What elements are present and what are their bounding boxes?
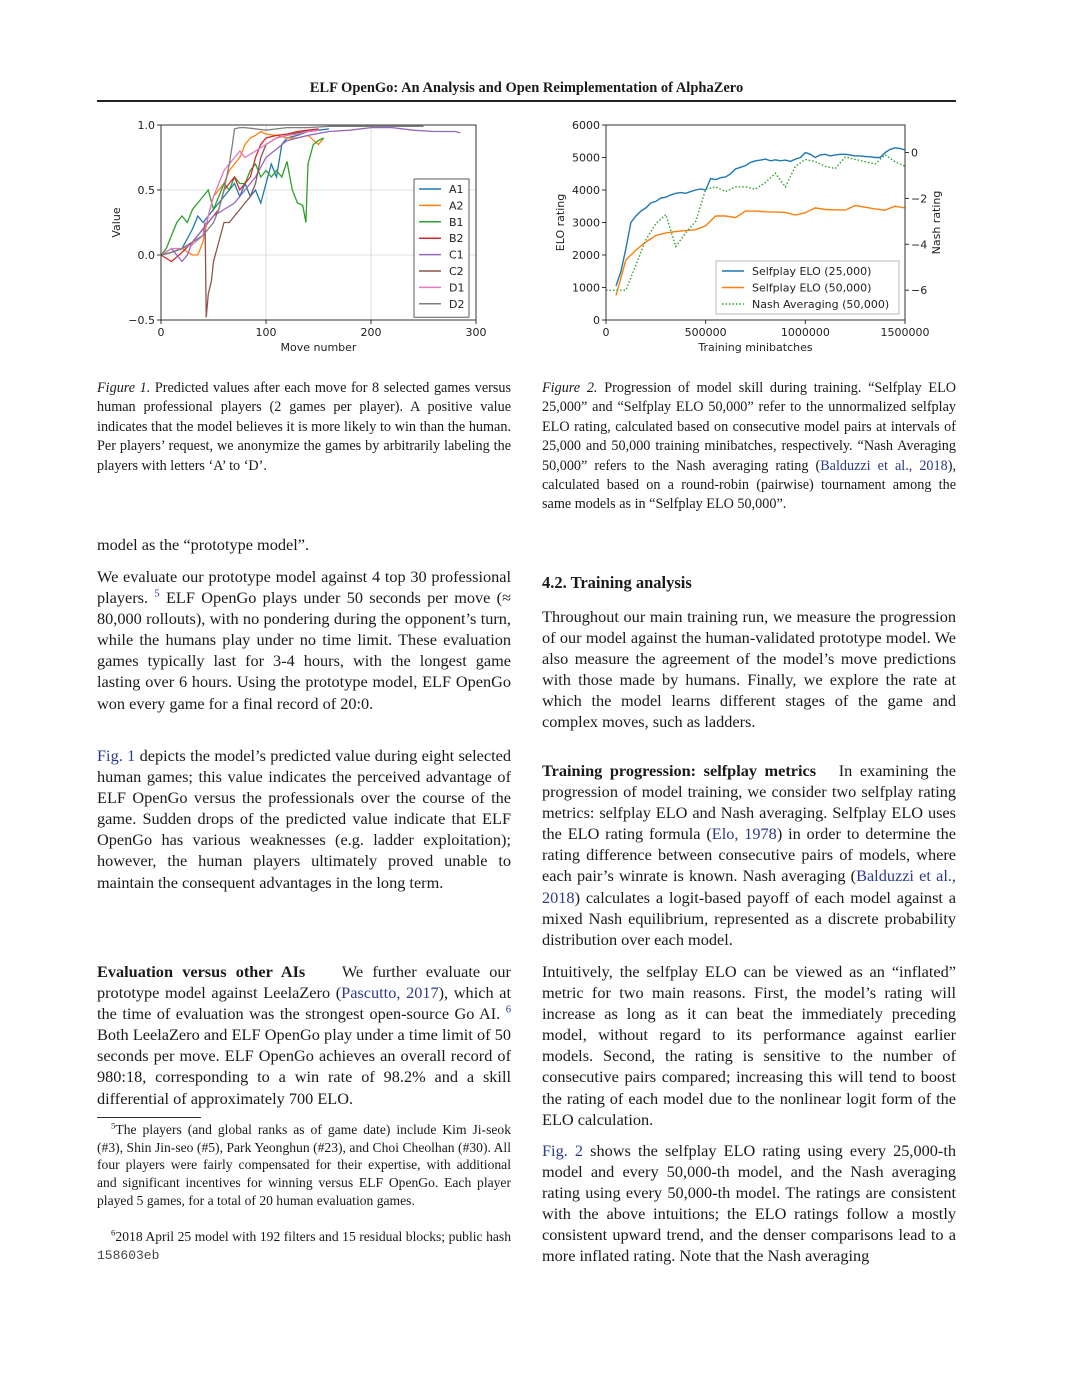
series-line-B1 [161,138,324,255]
footnote-rule [97,1117,201,1118]
paragraph-fig2-discussion [542,1140,956,1267]
paragraph-text: We evaluate our prototype model against 4 top 30 professional players. [97,567,511,608]
y-tick-label: 2000 [572,249,600,262]
legend-label: C1 [449,248,464,262]
y-tick-label: 4000 [572,184,600,197]
paragraph-heading: Evaluation versus other AIs [97,962,306,981]
x-axis-label: Training minibatches [698,341,813,354]
paragraph-text: ) in order to determine the rating difference between consecutive pairs of models, where each pair’s winrate is known. Nash averaging ( [542,824,957,886]
paragraph-text: ELF OpenGo plays under 50 seconds per move (≈ 80,000 rollouts), with no pondering during the opponent’s turn, while the humans play under no time limit. These evaluation games typically last for 3-4 hours, with the longest game lasting over 6 hours. Using the prototype model, ELF OpenGo won every game for a final record of 20:0. [97,588,512,713]
legend-label: B2 [449,232,464,246]
public-hash: 158603eb [97,1247,160,1263]
legend-label: C2 [449,265,464,278]
paragraph-text: We further evaluate our prototype model against LeelaZero ( [97,962,516,1003]
paragraph-text: depicts the model’s predicted value during eight selected human games; this value indicates the perceived advantage of ELF OpenGo versus the professionals over the course of the game. Sudden drops of the predicted value indicate that ELF OpenGo has various weaknesses (e.g. ladder exploitation); however, the human players ultimately proved unable to maintain the consequent advantages in the long term. [97,746,511,892]
footnote-ref-5[interactable]: 5 [154,588,160,600]
legend-label: B1 [449,215,464,229]
figure-2-label: Figure 2. [542,380,598,396]
x-tick-label: 500000 [684,326,727,339]
paragraph-inflated-elo: Intuitively, the selfplay ELO can be viewed as an “inflated” metric for two main reasons. First, the model’s rating will increase as long as it can beat the immediately preceding model, without regard to its performance against earlier models. Second, the rating is sensitive to the number of consecutive pairs compared; increasing this will tend to boost the rating of each model due to the nonlinear logit form of the ELO calculation. [542,962,956,1129]
x-axis-label: Move number [280,341,357,354]
footnote-mark: 6 [111,1227,116,1238]
y-axis-label: ELO rating [554,193,567,252]
y-right-tick-label: −4 [911,238,928,252]
x-tick-label: 100 [255,326,277,339]
x-tick-label: 200 [360,326,382,339]
legend-label: D1 [449,281,465,295]
title-rule [97,100,956,102]
legend-label: D2 [449,297,465,311]
paragraph-fig1-discussion [97,745,511,893]
y-right-axis-label: Nash rating [930,190,943,255]
citation-link[interactable]: Balduzzi et al., 2018 [820,457,948,474]
footnote-ref-6[interactable]: 6 [505,1004,511,1016]
paragraph-other-ais [97,961,516,1109]
legend-label: A1 [449,183,464,196]
paragraph-human-evaluation [97,566,511,714]
y-right-tick-label: 0 [911,146,918,160]
figure-2-caption-text: Progression of model skill during training. “Selfplay ELO 25,000” and “Selfplay ELO 50,000” refer to the unnormalized selfplay ELO rating, calculated based on consecutive model pairs at intervals of 25,000 and 50,000 training minibatches, respectively. “Nash Averaging 50,000” refers to the Nash averaging rating ( [542,380,957,474]
x-tick-label: 1500000 [880,326,930,339]
footnote-mark: 5 [111,1120,116,1131]
series-line-D1 [161,130,319,255]
figure-2-caption [542,379,956,515]
y-tick-label: 0.5 [137,184,155,197]
paragraph-training-intro: Throughout our main training run, we measure the progression of our model against the human-validated prototype model. We also measure the agreement of the model’s move predictions with those made by humans. Finally, we explore the rate at which the model learns different stages of the game and complex moves, such as ladders. [542,607,956,732]
y-tick-label: 1000 [572,281,600,295]
paragraph-text: In examining the progression of model training, we consider two selfplay rating metrics: selfplay ELO and Nash averaging. Selfplay ELO uses the ELO rating formula ( [542,761,961,844]
y-tick-label: 3000 [572,216,600,230]
paragraph-text: ) calculates a logit-based payoff of each model against a mixed Nash equilibrium, represented as a discrete probability distribution over each model. [542,887,956,949]
footnote-text: The players (and global ranks as of game date) include Kim Ji-seok (#3), Shin Jin-seo (#5), Park Yeonghun (#23), and Choi Cheolhan (#30). All four players were fairly compensated for their expertise, with additional and significant incentives for winning versus ELF OpenGo. Each player played 5 games, for a total of 20 human evaluation games. [97,1122,511,1208]
y-right-tick-label: −2 [911,192,928,206]
y-tick-label: 1.0 [137,119,155,132]
paragraph-text: shows the selfplay ELO rating using every 25,000-th model and every 50,000-th model, and the Nash averaging rating using every 50,000-th model. The ratings are consistent with the above intuitions; the ELO ratings follow a mostly consistent upward trend, and the denser comparisons lead to a more inflated rating. Note that the Nash averaging [542,1141,956,1266]
x-tick-label: 0 [157,326,165,339]
figure-2-caption-text: ), calculated based on a round-robin (pairwise) tournament among the same models as in “Selfplay ELO 50,000”. [542,457,956,513]
legend-label: Selfplay ELO (25,000) [752,265,872,278]
running-title: ELF OpenGo: An Analysis and Open Reimplementation of AlphaZero [309,80,744,96]
y-tick-label: 0.0 [137,249,155,262]
footnote-6 [97,1228,511,1264]
legend-label: A2 [449,199,464,213]
y-tick-label: 0 [593,314,600,327]
footnote-text: 2018 April 25 model with 192 filters and 15 residual blocks; public hash [115,1229,511,1244]
series-line-A1 [161,129,329,255]
paragraph-prototype-tail: model as the “prototype model”. [97,535,310,554]
citation-link[interactable]: Elo, 1978 [711,824,777,844]
footnote-5 [97,1121,511,1210]
figure-1-caption-text: Predicted values after each move for 8 selected games versus human professional players (2 games per player). A positive value indicates that the model believes it is more likely to win than the human. Per players’ request, we anonymize the games by arbitrarily labeling the players with letters ‘A’ to ‘D’. [97,380,511,474]
legend-label: Selfplay ELO (50,000) [752,281,872,295]
y-axis-label: Value [110,207,123,238]
y-tick-label: 6000 [572,119,600,132]
y-right-tick-label: −6 [911,284,928,298]
figure-1-caption [97,379,511,476]
paragraph-heading: Training progression: selfplay metrics [542,761,817,780]
paragraph-text: Both LeelaZero and ELF OpenGo play under a time limit of 50 seconds per move. ELF OpenGo achieves an overall record of 980:18, corresponding to a win rate of 98.2% and a skill differential of approximately 700 ELO. [97,1025,511,1108]
citation-link[interactable]: Pascutto, 2017 [341,983,439,1003]
paragraph-selfplay-metrics [542,760,961,950]
figure-2-chart [540,110,950,360]
y-tick-label: 5000 [572,151,600,165]
x-tick-label: 300 [465,326,487,339]
paragraph-text: ), which at the time of evaluation was the strongest open-source Go AI. [97,983,511,1024]
section-heading: 4.2. Training analysis [542,573,692,592]
figure-2-link[interactable]: Fig. 2 [542,1141,584,1160]
figure-1-chart [100,110,500,360]
figure-1-link[interactable]: Fig. 1 [97,746,136,765]
x-tick-label: 1000000 [780,326,830,339]
figure-1-label: Figure 1. [97,380,151,396]
legend-label: Nash Averaging (50,000) [752,298,890,311]
citation-link[interactable]: Balduzzi et al., 2018 [542,866,956,907]
y-tick-label: −0.5 [128,314,155,327]
x-tick-label: 0 [602,326,610,339]
